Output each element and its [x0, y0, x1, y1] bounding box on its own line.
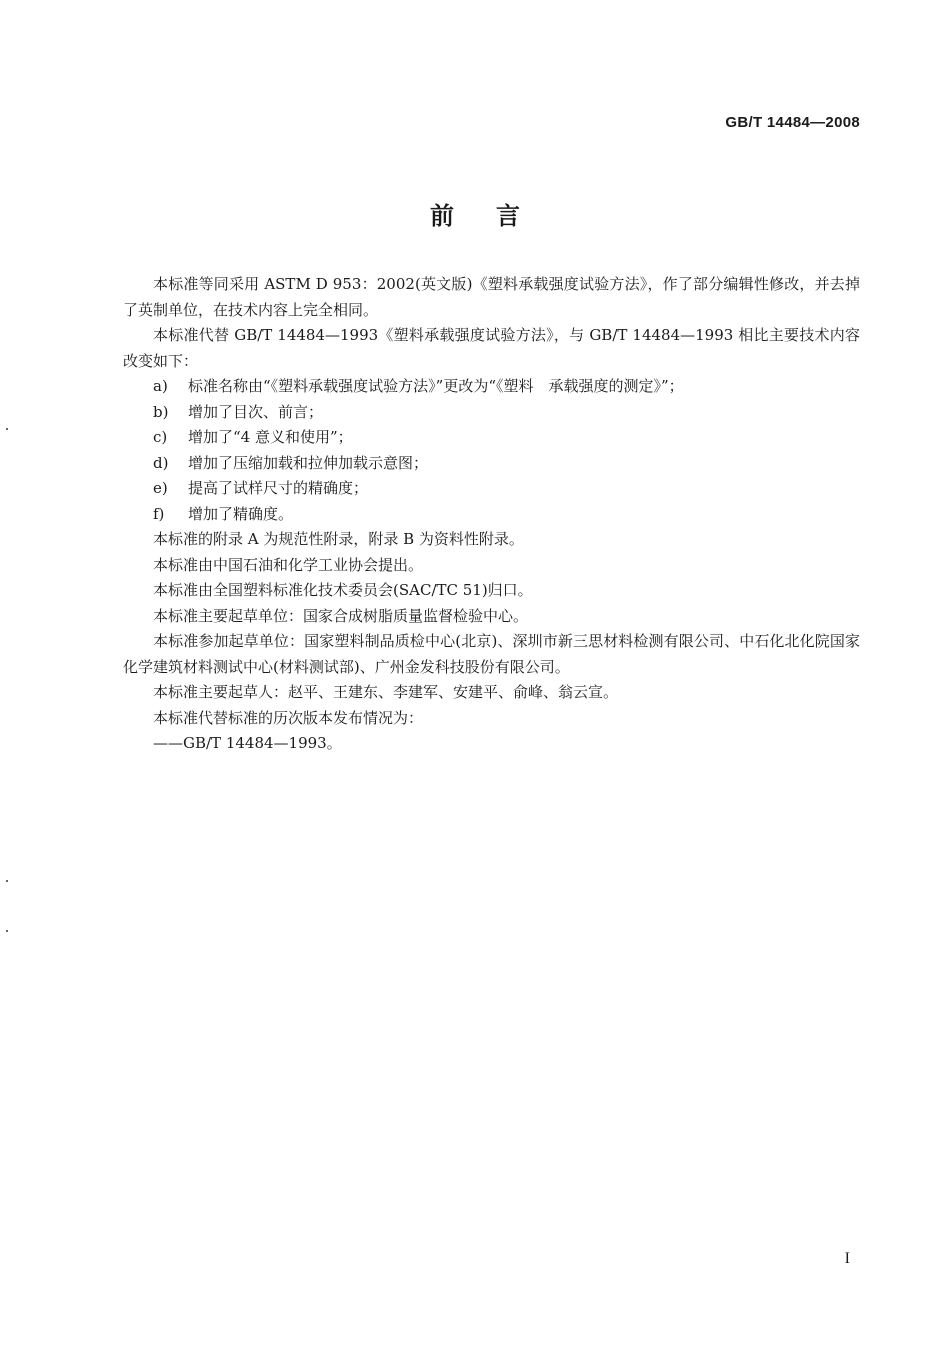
list-item-label: d) [153, 453, 169, 472]
list-item-text: 增加了精确度。 [188, 504, 294, 523]
list-item-text: 增加了压缩加载和拉伸加载示意图； [188, 453, 429, 472]
list-item-text: 增加了“4 意义和使用”； [188, 428, 353, 446]
page-number: I [844, 1250, 850, 1267]
standard-number: GB/T 14484—2008 [725, 114, 860, 131]
paragraph-history: 本标准代替标准的历次版本发布情况为： [153, 708, 424, 727]
list-item [123, 476, 860, 502]
list-item-text: 提高了试样尺寸的精确度； [188, 479, 369, 497]
foreword-body [123, 272, 860, 757]
paragraph-drafters: 本标准主要起草人：赵平、王建东、李建军、安建平、俞峰、翁云宣。 [153, 683, 619, 701]
scan-speck [6, 428, 8, 430]
paragraph-main-drafter: 本标准主要起草单位：国家合成树脂质量监督检验中心。 [153, 606, 529, 625]
list-item-label: b) [153, 402, 169, 421]
list-item [123, 425, 860, 451]
paragraph-participating-drafters: 本标准参加起草单位：国家塑料制品质检中心(北京)、深圳市新三思材料检测有限公司、中石化北化院国家化学建筑材料测试中心(材料测试部)、广州金发科技股份有限公司。 [123, 632, 860, 676]
paragraph-replacement: 本标准代替 GB/T 14484—1993《塑料承载强度试验方法》，与 GB/T 14484—1993 相比主要技术内容改变如下： [123, 326, 860, 370]
scan-speck [6, 880, 8, 882]
paragraph-history-item: ——GB/T 14484—1993。 [153, 734, 342, 752]
list-item-text: 增加了目次、前言； [188, 402, 324, 421]
list-item-label: e) [153, 479, 168, 497]
list-item [123, 451, 860, 477]
list-item-label: c) [153, 428, 168, 446]
list-item [123, 502, 860, 528]
paragraph-adoption: 本标准等同采用 ASTM D 953：2002(英文版)《塑料承载强度试验方法》，作了部分编辑性修改，并去掉了英制单位，在技术内容上完全相同。 [123, 275, 860, 319]
paragraph-annexes: 本标准的附录 A 为规范性附录，附录 B 为资料性附录。 [153, 530, 524, 548]
list-item-label: f) [153, 504, 165, 523]
list-item-label: a) [153, 377, 168, 395]
list-item [123, 400, 860, 426]
page-title: 前言 [430, 202, 562, 230]
paragraph-proposer: 本标准由中国石油和化学工业协会提出。 [153, 555, 424, 574]
list-item [123, 374, 860, 400]
scan-speck [6, 930, 8, 932]
paragraph-committee: 本标准由全国塑料标准化技术委员会(SAC/TC 51)归口。 [153, 581, 533, 599]
list-item-text: 标准名称由“《塑料承载强度试验方法》”更改为“《塑料 承载强度的测定》”； [188, 377, 684, 395]
